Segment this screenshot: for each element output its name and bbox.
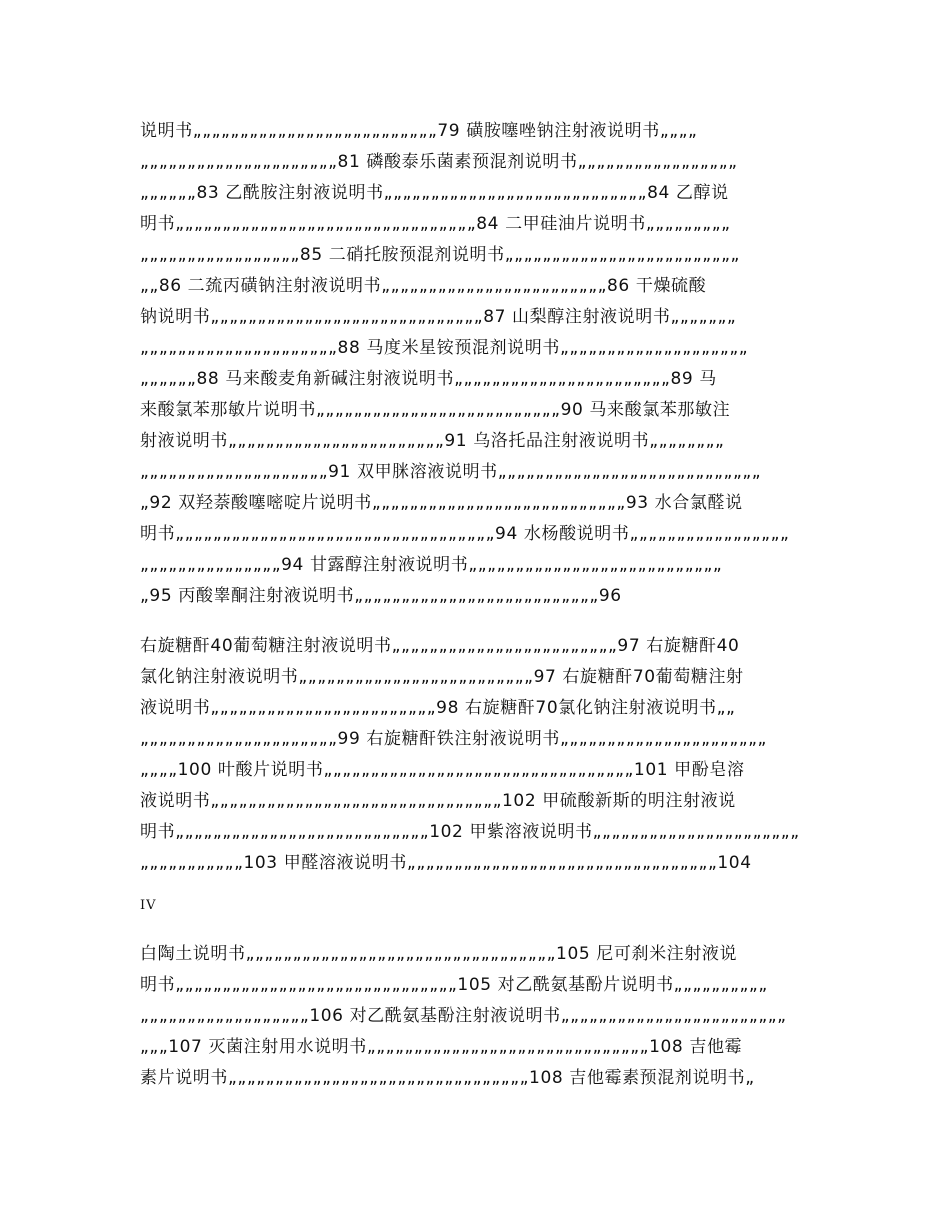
toc-line: 右旋糖酐40葡萄糖注射液说明书„„„„„„„„„„„„„„„„„„„„„„„„97 右旋糖酐40 <box>140 636 740 656</box>
toc-line: „„86 二巯丙磺钠注射液说明书„„„„„„„„„„„„„„„„„„„„„„„„86 干燥硫酸 <box>140 276 707 296</box>
toc-line: „„„„„„„„„„„„„„„„„„„„„99 右旋糖酐铁注射液说明书„„„„„„„„„„„„„„„„„„„„„„ <box>140 729 767 749</box>
toc-line: „„„„„„83 乙酰胺注射液说明书„„„„„„„„„„„„„„„„„„„„„„„„„„„„84 乙醇说 <box>140 183 729 203</box>
toc-line: 明书„„„„„„„„„„„„„„„„„„„„„„„„„„„„„„105 对乙酰氨基酚片说明书„„„„„„„„„„ <box>140 975 768 995</box>
toc-line: 钠说明书„„„„„„„„„„„„„„„„„„„„„„„„„„„„„87 山梨醇注射液说明书„„„„„„„ <box>140 307 737 327</box>
toc-line: „„„„„„88 马来酸麦角新碱注射液说明书„„„„„„„„„„„„„„„„„„„„„„„89 马 <box>140 369 717 389</box>
toc-line: „„„„„„„„„„„„„„„„„„„„91 双甲脒溶液说明书„„„„„„„„„„„„„„„„„„„„„„„„„„„„ <box>140 462 762 482</box>
toc-line: „„„„„„„„„„„„„„„„„85 二硝托胺预混剂说明书„„„„„„„„„„„„„„„„„„„„„„„„„ <box>140 245 740 265</box>
toc-line: „92 双羟萘酸噻嘧啶片说明书„„„„„„„„„„„„„„„„„„„„„„„„„„„93 水合氯醛说 <box>140 493 743 513</box>
toc-line: „„„„„„„„„„„103 甲醛溶液说明书„„„„„„„„„„„„„„„„„„„„„„„„„„„„„„„„„104 <box>140 853 752 873</box>
toc-line: „„„„„„„„„„„„„„„94 甘露醇注射液说明书„„„„„„„„„„„„„„„„„„„„„„„„„„„ <box>140 555 723 575</box>
toc-line: 明书„„„„„„„„„„„„„„„„„„„„„„„„„„„„„„„„„„94 水杨酸说明书„„„„„„„„„„„„„„„„„ <box>140 524 790 544</box>
toc-line: „95 丙酸睾酮注射液说明书„„„„„„„„„„„„„„„„„„„„„„„„„„96 <box>140 586 622 606</box>
toc-line: 明书„„„„„„„„„„„„„„„„„„„„„„„„„„„102 甲紫溶液说明书„„„„„„„„„„„„„„„„„„„„„„ <box>140 822 800 842</box>
toc-line: 液说明书„„„„„„„„„„„„„„„„„„„„„„„„„„„„„„„102 甲硫酸新斯的明注射液说 <box>140 791 736 811</box>
toc-line: „„„„„„„„„„„„„„„„„„„„„88 马度米星铵预混剂说明书„„„„„„„„„„„„„„„„„„„„ <box>140 338 749 358</box>
toc-line: 说明书„„„„„„„„„„„„„„„„„„„„„„„„„„79 磺胺噻唑钠注射液说明书„„„„ <box>140 121 698 141</box>
toc-line: 氯化钠注射液说明书„„„„„„„„„„„„„„„„„„„„„„„„„97 右旋糖酐70葡萄糖注射 <box>140 667 744 687</box>
toc-line: 来酸氯苯那敏片说明书„„„„„„„„„„„„„„„„„„„„„„„„„„90 马来酸氯苯那敏注 <box>140 400 731 420</box>
toc-line: „„„„„„„„„„„„„„„„„„106 对乙酰氨基酚注射液说明书„„„„„„„„„„„„„„„„„„„„„„„„ <box>140 1006 787 1026</box>
toc-line: „„„„100 叶酸片说明书„„„„„„„„„„„„„„„„„„„„„„„„„„„„„„„„„101 甲酚皂溶 <box>140 760 745 780</box>
toc-line: „„„107 灭菌注射用水说明书„„„„„„„„„„„„„„„„„„„„„„„„„„„„„„108 吉他霉 <box>140 1037 743 1057</box>
toc-line: „„„„„„„„„„„„„„„„„„„„„81 磷酸泰乐菌素预混剂说明书„„„„„„„„„„„„„„„„„ <box>140 152 738 172</box>
toc-line: 素片说明书„„„„„„„„„„„„„„„„„„„„„„„„„„„„„„„„108 吉他霉素预混剂说明书„ <box>140 1068 755 1088</box>
toc-line: 射液说明书„„„„„„„„„„„„„„„„„„„„„„„91 乌洛托品注射液说明书„„„„„„„„ <box>140 431 725 451</box>
toc-line: 白陶土说明书„„„„„„„„„„„„„„„„„„„„„„„„„„„„„„„„„105 尼可刹米注射液说 <box>140 944 738 964</box>
toc-line: 明书„„„„„„„„„„„„„„„„„„„„„„„„„„„„„„„„84 二甲硅油片说明书„„„„„„„„„ <box>140 214 731 234</box>
page-number: IV <box>140 898 157 913</box>
toc-line: 液说明书„„„„„„„„„„„„„„„„„„„„„„„„98 右旋糖酐70氯化钠注射液说明书„„ <box>140 698 736 718</box>
